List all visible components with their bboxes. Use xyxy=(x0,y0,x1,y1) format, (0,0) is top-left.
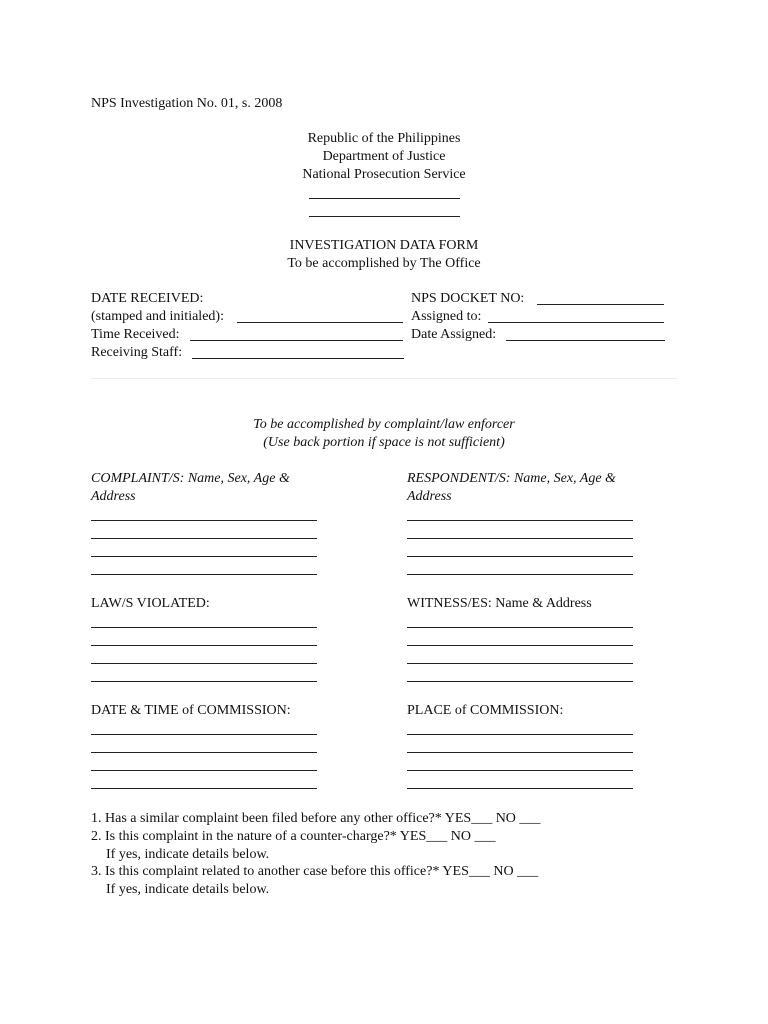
document-reference: NPS Investigation No. 01, s. 2008 xyxy=(91,96,283,111)
header-department: Department of Justice xyxy=(322,149,446,164)
date-time-line[interactable] xyxy=(91,734,317,735)
place-line[interactable] xyxy=(407,734,633,735)
complainant-instruction-note: (Use back portion if space is not sufficient) xyxy=(263,435,505,450)
place-line[interactable] xyxy=(407,770,633,771)
complainants-heading-address: Address xyxy=(91,489,136,504)
time-received-field[interactable] xyxy=(190,340,403,341)
date-assigned-field[interactable] xyxy=(506,340,665,341)
complainants-line[interactable] xyxy=(91,520,317,521)
respondents-line[interactable] xyxy=(407,556,633,557)
header-service: National Prosecution Service xyxy=(302,167,466,182)
section-divider xyxy=(91,378,677,379)
witnesses-line[interactable] xyxy=(407,645,633,646)
assigned-to-label: Assigned to: xyxy=(411,309,482,324)
question-3: 3. Is this complaint related to another case before this office?* YES___ NO ___ xyxy=(91,864,539,879)
respondents-heading-address: Address xyxy=(407,489,452,504)
form-subtitle: To be accomplished by The Office xyxy=(287,256,481,271)
witnesses-line[interactable] xyxy=(407,663,633,664)
date-time-line[interactable] xyxy=(91,752,317,753)
stamped-label: (stamped and initialed): xyxy=(91,309,224,324)
laws-violated-line[interactable] xyxy=(91,627,317,628)
time-received-label: Time Received: xyxy=(91,327,180,342)
complainants-heading: COMPLAINT/S: Name, Sex, Age & xyxy=(91,471,290,486)
date-time-line[interactable] xyxy=(91,770,317,771)
witnesses-line[interactable] xyxy=(407,627,633,628)
date-time-line[interactable] xyxy=(91,788,317,789)
complainants-line[interactable] xyxy=(91,538,317,539)
laws-violated-line[interactable] xyxy=(91,663,317,664)
complainants-line[interactable] xyxy=(91,556,317,557)
stamped-field[interactable] xyxy=(237,322,403,323)
respondents-line[interactable] xyxy=(407,538,633,539)
header-blank-line-2[interactable] xyxy=(309,216,460,217)
laws-violated-line[interactable] xyxy=(91,681,317,682)
complainant-instruction: To be accomplished by complaint/law enforcer xyxy=(253,417,515,432)
place-line[interactable] xyxy=(407,752,633,753)
respondents-line[interactable] xyxy=(407,520,633,521)
question-1: 1. Has a similar complaint been filed before any other office?* YES___ NO ___ xyxy=(91,811,541,826)
question-2: 2. Is this complaint in the nature of a counter-charge?* YES___ NO ___ xyxy=(91,829,496,844)
complainants-line[interactable] xyxy=(91,574,317,575)
witnesses-line[interactable] xyxy=(407,681,633,682)
date-time-commission-heading: DATE & TIME of COMMISSION: xyxy=(91,703,291,718)
docket-no-field[interactable] xyxy=(537,304,664,305)
header-blank-line-1[interactable] xyxy=(309,198,460,199)
date-assigned-label: Date Assigned: xyxy=(411,327,497,342)
question-3-note: If yes, indicate details below. xyxy=(106,882,270,897)
docket-no-label: NPS DOCKET NO: xyxy=(411,291,525,306)
witnesses-heading: WITNESS/ES: Name & Address xyxy=(407,596,592,611)
place-line[interactable] xyxy=(407,788,633,789)
place-commission-heading: PLACE of COMMISSION: xyxy=(407,703,564,718)
question-2-note: If yes, indicate details below. xyxy=(106,847,270,862)
laws-violated-line[interactable] xyxy=(91,645,317,646)
receiving-staff-field[interactable] xyxy=(192,358,404,359)
form-title: INVESTIGATION DATA FORM xyxy=(289,238,479,253)
respondents-line[interactable] xyxy=(407,574,633,575)
date-received-label: DATE RECEIVED: xyxy=(91,291,204,306)
assigned-to-field[interactable] xyxy=(488,322,664,323)
receiving-staff-label: Receiving Staff: xyxy=(91,345,183,360)
laws-violated-heading: LAW/S VIOLATED: xyxy=(91,596,210,611)
respondents-heading: RESPONDENT/S: Name, Sex, Age & xyxy=(407,471,616,486)
header-republic: Republic of the Philippines xyxy=(307,131,461,146)
